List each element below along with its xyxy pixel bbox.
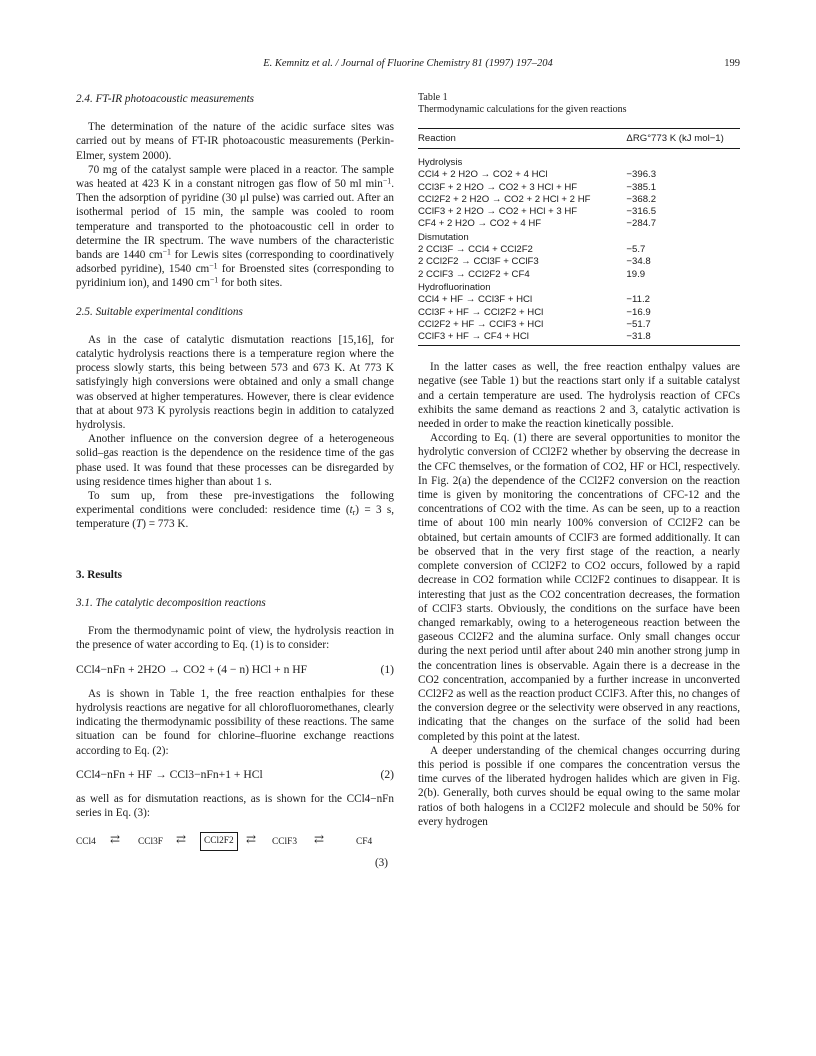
scheme-species-cf4: CF4 bbox=[356, 837, 373, 848]
table-row bbox=[418, 306, 740, 318]
table-row bbox=[418, 169, 740, 181]
table-header-value: ΔRG°773 K (kJ mol−1) bbox=[616, 129, 740, 149]
scheme-species-cclf3: CClF3 bbox=[272, 837, 298, 848]
table-caption: Thermodynamic calculations for the given reactions bbox=[418, 104, 627, 115]
table-cell-reaction: CCl4 + 2 H2O → CO2 + 4 HCl bbox=[418, 169, 548, 181]
table-cell-reaction: 2 CClF3 → CCl2F2 + CF4 bbox=[418, 268, 530, 280]
table-cell-value: −34.8 bbox=[626, 256, 651, 268]
table-cell-reaction: CCl2F2 + 2 H2O → CO2 + 2 HCl + 2 HF bbox=[418, 193, 591, 205]
table-header-reaction: Reaction bbox=[418, 129, 616, 149]
table-cell-value: −31.8 bbox=[616, 331, 740, 346]
table-label: Table 1 bbox=[418, 92, 448, 103]
equilibrium-arrow-icon: ⇄ bbox=[176, 832, 187, 847]
table-row bbox=[418, 294, 740, 306]
table-cell-reaction: CCl3F + 2 H2O → CO2 + 3 HCl + HF bbox=[418, 181, 578, 193]
right-paragraph-1: In the latter cases as well, the free reaction enthalpy values are negative (see Table 1) but the reactions start only if a suitable catalyst and a certain temperature are used. The hydrolysis reaction of CFCs exhibits the same demand as reactions 2 and 3, catalytic activation is needed in order to make the reaction kinetically possible. bbox=[418, 361, 740, 431]
section-2-4-paragraph-1: The determination of the nature of the acidic surface sites was carried out by means of FT-IR photoacoustic measurements (Perkin-Elmer, system 2000). bbox=[76, 121, 394, 162]
table-cell-reaction: CClF3 + HF → CF4 + HCl bbox=[418, 331, 616, 346]
equation-1-text: CCl4−nFn + 2H2O → CO2 + (4 − n) HCl + n HF bbox=[76, 662, 308, 676]
table-group-row bbox=[418, 230, 740, 244]
table-cell-reaction: CCl4 + HF → CCl3F + HCl bbox=[418, 294, 533, 306]
scheme-species-ccl4: CCl4 bbox=[76, 837, 96, 848]
equilibrium-arrow-icon: ⇄ bbox=[246, 832, 257, 847]
section-3-1-title: 3.1. The catalytic decomposition reactions bbox=[76, 596, 266, 609]
table-row bbox=[418, 193, 740, 205]
right-paragraph-3: A deeper understanding of the chemical changes occurring during this period is possible if one compares the concentration versus the time curves of the liberated hydrogen halides which are given in Fig. 2(b). Generally, both curves should be equal owing to the same molar ratios of both halogens in a CCl2F2 molecule and should be 50% for every hydrogen bbox=[418, 744, 740, 828]
equation-1-number: (1) bbox=[380, 662, 394, 676]
table-row bbox=[418, 244, 740, 256]
table-group-label: Dismutation bbox=[418, 231, 469, 243]
table-cell-value: −396.3 bbox=[626, 169, 657, 181]
section-2-4-paragraph-2: 70 mg of the catalyst sample were placed in a reactor. The sample was heated at 423 K in a constant nitrogen gas flow of 50 ml $\min^{-1}$. Then the adsorption of pyridine (30 μl pulse) was carried out. After an isothermal period of 15 min, the sample was cooled to room temperature and transported to the photoacoustic cell in order to determine the IR spectrum. The wave numbers of the characteristic bands are 1440 $cm^{-1}$ for Lewis sites (corresponding to coordinatively adsorbed pyridine), 1540 $cm^{-1}$ for Broensted sites (corresponding to pyridinium ion), and 1490 $cm^{-1}$ for both sites. bbox=[76, 163, 394, 290]
left-column bbox=[76, 92, 394, 870]
right-paragraph-2: According to Eq. (1) there are several opportunities to monitor the hydrolytic conversion of CCl2F2 whether by observing the decrease in the CFC themselves, or the formation of CO2, HF or HCl, respectively. In Fig. 2(a) the dependence of the CCl2F2 conversion on the reaction time is given by monitoring the concentrations of CFC-12 and the concentrations of CO2 with the time. As can be seen, up to a reaction time of about 100 min nearly 100% conversion of CCl2F2 can be obtained, but certain amounts of CClF3 are formed additionally. It can be observed that in the very first stage of the reaction, a nearly complete conversion of CCl2F2 to CO2 occurs, followed by a rapid decrease in CO2 formation while CCl2F2 continues to disappear. It is interesting that just as the CO2 concentration decreases, the formation of CClF3 starts. Obviously, the conditions on the surface have been changed remarkably, owing to a heterogeneous reaction between the gaseous CCl2F2 and the alumina surface. Only small changes occur during the next period until after about 240 min another strong jump in the concentration lines is observable. Again there is a decrease in the CO2 concentration, accompanied by a further increase in unconverted CCl2F2 as well as the reaction product CClF3. After this, no changes of the conversion degree or the selectivity were observed in any reactions, indicating that the changes on the surface of the solid had been completed by this point at the latest. bbox=[418, 432, 740, 743]
section-3-1-paragraph-2: As is shown in Table 1, the free reaction enthalpies for these hydrolysis reactions are negative for all chlorofluoromethanes, clearly indicating the thermodynamic possibility of these reactions. The same situation can be found for chlorine–fluorine exchange reactions according to Eq. (2): bbox=[76, 687, 394, 757]
table-group-row bbox=[418, 280, 740, 294]
equation-1 bbox=[76, 663, 394, 677]
table-group-row bbox=[418, 149, 740, 169]
running-title: E. Kemnitz et al. / Journal of Fluorine Chemistry 81 (1997) 197–204 bbox=[263, 58, 553, 69]
equilibrium-arrow-icon: ⇄ bbox=[314, 832, 325, 847]
table-cell-value: −51.7 bbox=[626, 318, 651, 330]
table-row bbox=[418, 181, 740, 193]
table-row bbox=[418, 218, 740, 230]
right-column bbox=[418, 92, 740, 829]
section-3-title: 3. Results bbox=[76, 568, 122, 581]
page-number: 199 bbox=[724, 58, 740, 69]
section-2-5-paragraph-1: As in the case of catalytic dismutation reactions [15,16], for catalytic hydrolysis reactions there is a temperature region where the process slowly starts, this being between 573 and 673 K. At 773 K satisfyingly high conversions were obtained and only a small change was observed at higher temperatures. However, there is clear evidence that at about 973 K pyrolysis reactions begin in addition to catalyzed hydrolysis. bbox=[76, 333, 394, 432]
scheme-species-ccl2f2-boxed: CCl2F2 bbox=[200, 832, 238, 850]
table-cell-reaction: CCl2F2 + HF → CClF3 + HCl bbox=[418, 318, 544, 330]
table-cell-value: −385.1 bbox=[626, 181, 657, 193]
equation-2-number: (2) bbox=[380, 767, 394, 781]
equilibrium-arrow-icon: ⇄ bbox=[110, 832, 121, 847]
table-group-label: Hydrofluorination bbox=[418, 282, 491, 294]
table-cell-value: −5.7 bbox=[626, 244, 646, 256]
table-cell-reaction: 2 CCl3F → CCl4 + CCl2F2 bbox=[418, 244, 533, 256]
equation-3-number: (3) bbox=[374, 857, 388, 870]
section-2-5-title: 2.5. Suitable experimental conditions bbox=[76, 305, 243, 318]
table-cell-reaction: CCl3F + HF → CCl2F2 + HCl bbox=[418, 306, 544, 318]
section-2-5-paragraph-2: Another influence on the conversion degree of a heterogeneous solid–gas reaction is the dependence on the residence time of the gas phase used. It was found that these processes can be disregarded by using residence times higher than about 1 s. bbox=[76, 433, 394, 488]
table-row bbox=[418, 331, 740, 346]
table-cell-value: −316.5 bbox=[626, 206, 657, 218]
table-cell-value: 19.9 bbox=[626, 268, 646, 280]
table-row bbox=[418, 318, 740, 330]
running-head bbox=[0, 58, 816, 72]
table-group-label: Hydrolysis bbox=[418, 157, 463, 169]
table-row bbox=[418, 256, 740, 268]
scheme-species-ccl3f: CCl3F bbox=[138, 837, 164, 848]
section-2-4-title: 2.4. FT-IR photoacoustic measurements bbox=[76, 93, 255, 105]
table-cell-reaction: CF4 + 2 H2O → CO2 + 4 HF bbox=[418, 218, 542, 230]
table-cell-value: −284.7 bbox=[626, 218, 657, 230]
thermodynamic-table bbox=[418, 128, 740, 346]
table-row bbox=[418, 268, 740, 280]
table-cell-reaction: 2 CCl2F2 → CCl3F + CClF3 bbox=[418, 256, 539, 268]
table-row bbox=[418, 206, 740, 218]
table-cell-reaction: CClF3 + 2 H2O → CO2 + HCl + 3 HF bbox=[418, 206, 578, 218]
table-cell-value: −16.9 bbox=[626, 306, 651, 318]
section-3-1-paragraph-1: From the thermodynamic point of view, the hydrolysis reaction in the presence of water according to Eq. (1) is to consider: bbox=[76, 625, 394, 652]
section-2-5-paragraph-3: To sum up, from these pre-investigations the following experimental conditions were concluded: residence time $(t_r) = 3$ s, temperature (T) = 773 K. bbox=[76, 490, 394, 531]
section-3-1-paragraph-3: as well as for dismutation reactions, as is shown for the CCl4−nFn series in Eq. (3): bbox=[76, 792, 394, 820]
equation-2-text: CCl4−nFn + HF → CCl3−nFn+1 + HCl bbox=[76, 767, 263, 781]
equation-3-scheme bbox=[76, 828, 394, 870]
table-cell-value: −368.2 bbox=[626, 193, 657, 205]
table-cell-value: −11.2 bbox=[626, 294, 650, 306]
equation-2 bbox=[76, 768, 394, 782]
